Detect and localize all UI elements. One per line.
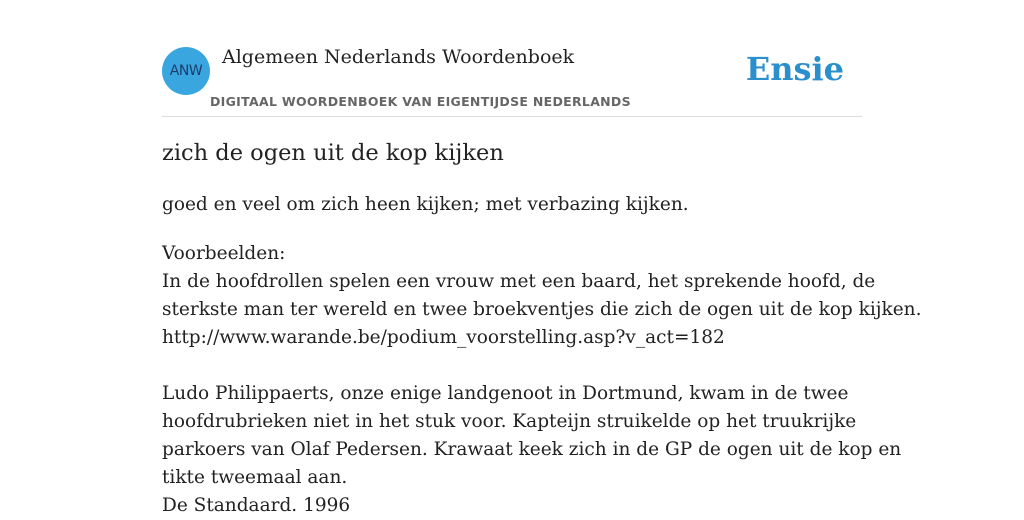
site-header [162, 0, 862, 117]
example-spacer [162, 352, 862, 380]
example-2-line-1: Ludo Philippaerts, onze enige landgenoot in Dortmund, kwam in de twee [162, 383, 849, 404]
ensie-brand-link[interactable]: Ensie [745, 50, 844, 88]
site-title[interactable]: Algemeen Nederlands Woordenboek [222, 46, 575, 68]
example-2-line-4: tikte tweemaal aan. [162, 467, 348, 488]
anw-logo[interactable] [162, 47, 210, 95]
example-1-line-1: In de hoofdrollen spelen een vrouw met een baard, het sprekende hoofd, de [162, 271, 876, 292]
example-2-line-2: hoofdrubrieken niet in het stuk voor. Kapteijn struikelde op het truukrijke [162, 411, 857, 432]
page-container [162, 0, 922, 516]
example-2-source: De Standaard. 1996 [162, 495, 351, 516]
example-1-source: http://www.warande.be/podium_voorstelling.asp?v_act=182 [162, 327, 725, 348]
site-subtitle: DIGITAAL WOORDENBOEK VAN EIGENTIJDSE NEDERLANDS [210, 94, 631, 109]
examples-section [162, 240, 922, 520]
entry-term: zich de ogen uit de kop kijken [162, 140, 504, 166]
entry-definition: goed en veel om zich heen kijken; met verbazing kijken. [162, 194, 689, 215]
example-1-line-2: sterkste man ter wereld en twee broekventjes die zich de ogen uit de kop kijken. [162, 299, 922, 320]
examples-label: Voorbeelden: [162, 243, 286, 264]
example-2-line-3: parkoers van Olaf Pedersen. Krawaat keek zich in de GP de ogen uit de kop en [162, 439, 902, 460]
logo-text: ANW [169, 63, 203, 79]
